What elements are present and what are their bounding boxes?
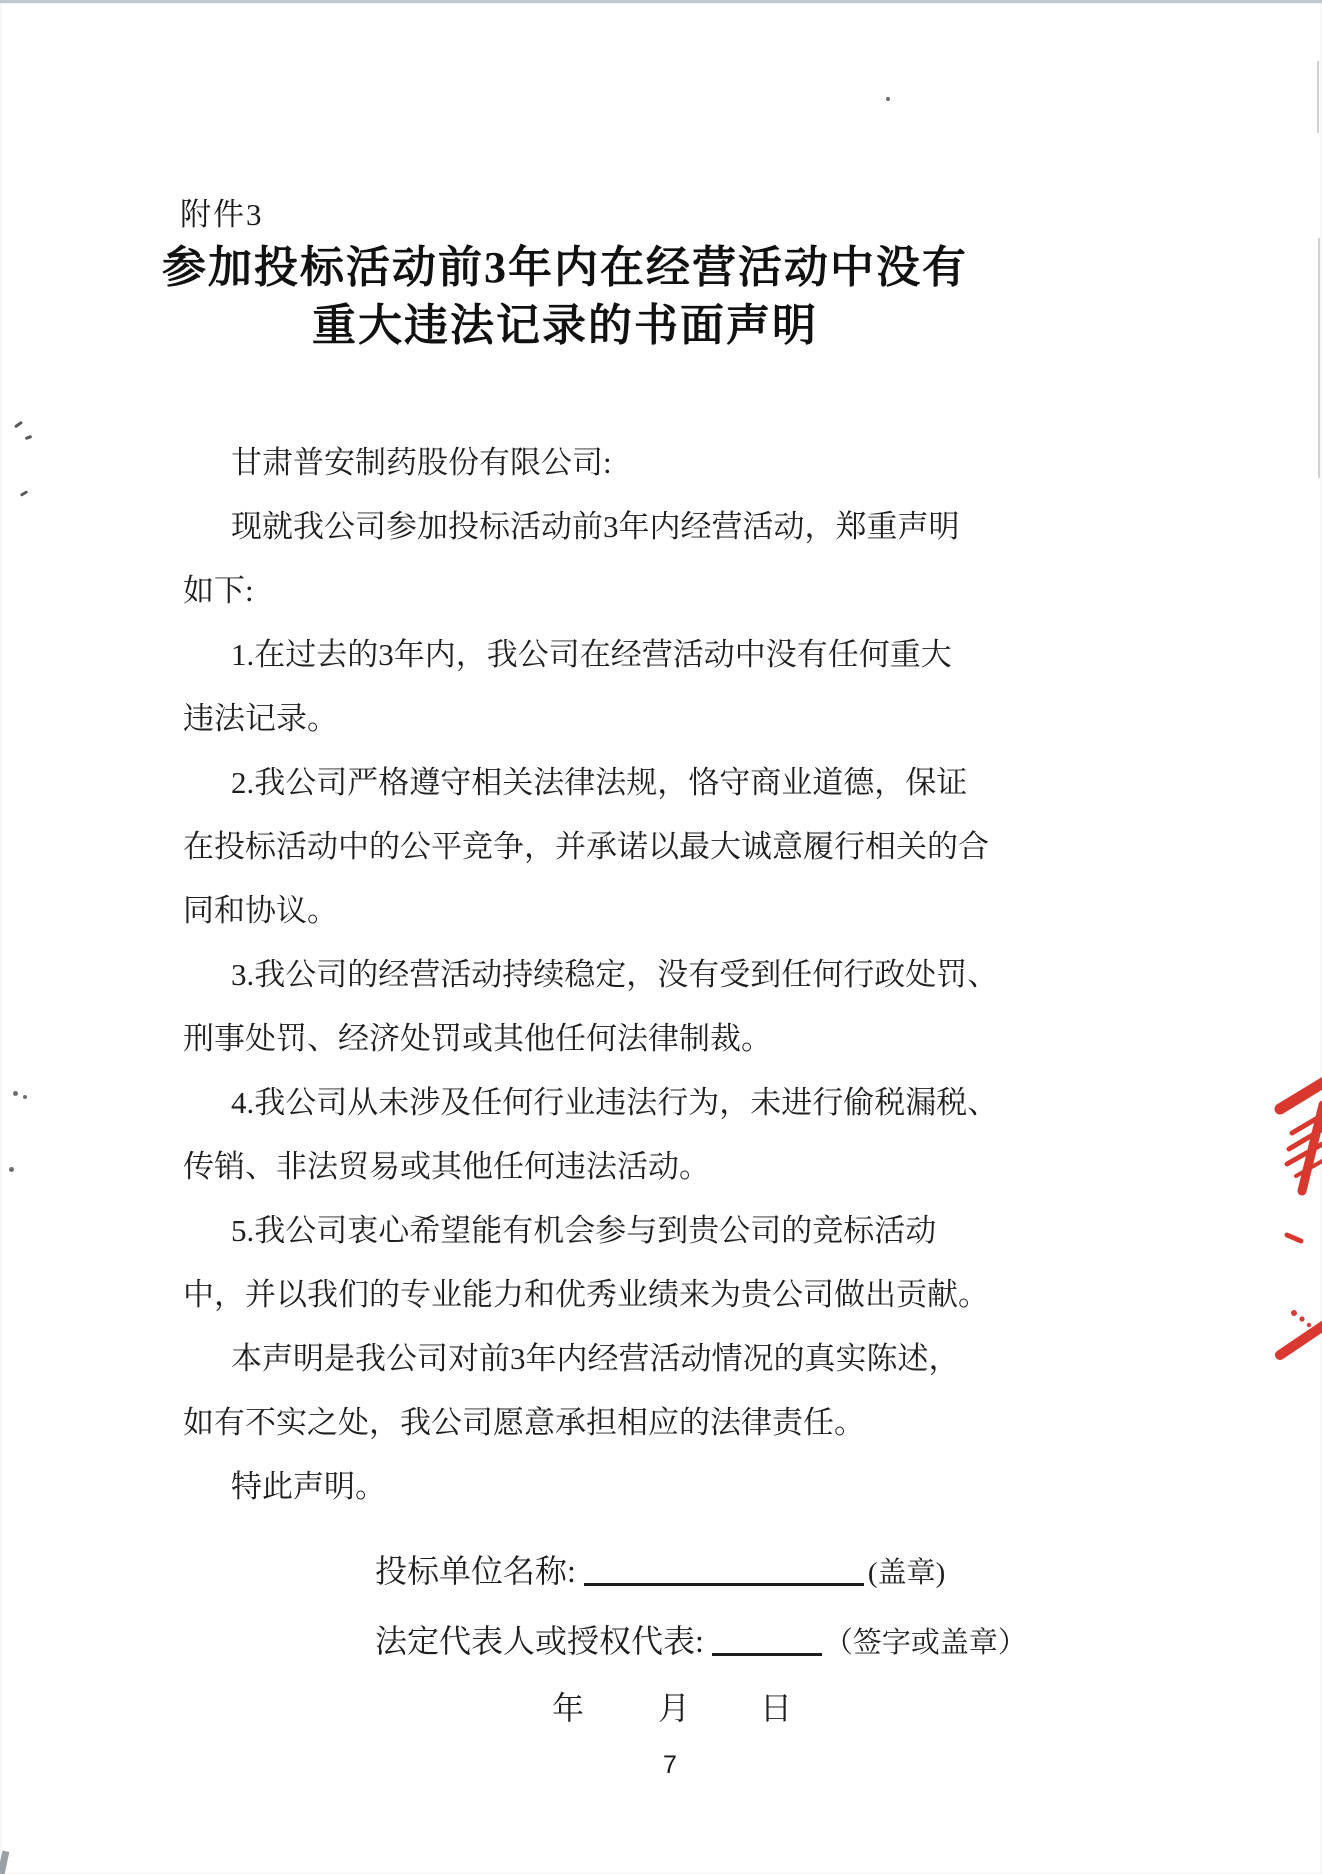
body-line: 现就我公司参加投标活动前3年内经营活动，郑重声明: [231, 509, 960, 544]
bidder-name-row: [375, 1546, 1015, 1616]
date-day-label: 日: [760, 1690, 793, 1726]
bidder-name-blank[interactable]: [584, 1553, 864, 1586]
attachment-label: 附件3: [180, 197, 264, 232]
addressee-line: 甘肃普安制药股份有限公司:: [231, 445, 612, 480]
document-title: [120, 239, 1010, 355]
representative-row: [375, 1616, 1027, 1686]
body-line: 2.我公司严格遵守相关法律法规，恪守商业道德，保证: [231, 765, 968, 800]
red-stamp-fragment: [1260, 1063, 1322, 1363]
representative-seal-note: （签字或盖章）: [823, 1627, 1027, 1659]
body-line: 如下:: [183, 573, 254, 608]
body-line: 传销、非法贸易或其他任何违法活动。: [183, 1149, 710, 1184]
body-line: 刑事处罚、经济处罚或其他任何法律制裁。: [183, 1021, 772, 1056]
date-year-label: 年: [552, 1690, 585, 1726]
closing-line: 特此声明。: [231, 1469, 386, 1504]
scan-mark: [20, 490, 28, 497]
title-line-1: 参加投标活动前3年内在经营活动中没有: [162, 243, 968, 292]
declaration-body: [183, 431, 999, 1519]
body-line: 同和协议。: [183, 893, 338, 928]
scan-mark: [25, 435, 33, 440]
title-line-2: 重大违法记录的书面声明: [312, 301, 818, 350]
body-line: 5.我公司衷心希望能有机会参与到贵公司的竞标活动: [231, 1213, 937, 1248]
bidder-name-label: 投标单位名称:: [375, 1553, 576, 1589]
body-line: 1.在过去的3年内，我公司在经营活动中没有任何重大: [231, 637, 952, 672]
body-line: 4.我公司从未涉及任何行业违法行为，未进行偷税漏税、: [231, 1085, 999, 1120]
scan-corner-mark: [0, 1851, 9, 1874]
scan-edge-line: [1318, 238, 1320, 478]
representative-label: 法定代表人或授权代表:: [375, 1623, 704, 1659]
page-number: 7: [663, 1751, 677, 1779]
representative-blank[interactable]: [712, 1623, 822, 1656]
scan-mark: [14, 421, 23, 429]
scan-speck: [9, 1167, 14, 1172]
body-line: 3.我公司的经营活动持续稳定，没有受到任何行政处罚、: [231, 957, 999, 992]
bidder-seal-note: (盖章): [867, 1557, 946, 1589]
signature-block: [375, 1546, 1027, 1686]
body-line: 违法记录。: [183, 701, 338, 736]
body-line: 中，并以我们的专业能力和优秀业绩来为贵公司做出贡献。: [183, 1277, 989, 1312]
scan-edge-line: [1317, 61, 1319, 133]
scan-speck: [13, 1091, 18, 1096]
body-line: 本声明是我公司对前3年内经营活动情况的真实陈述，: [231, 1341, 960, 1376]
body-line: 如有不实之处，我公司愿意承担相应的法律责任。: [183, 1405, 865, 1440]
scan-speck: [886, 97, 890, 101]
scan-speck: [23, 1095, 27, 1099]
date-line: [552, 1683, 792, 1729]
body-line: 在投标活动中的公平竞争，并承诺以最大诚意履行相关的合: [183, 829, 989, 864]
date-month-label: 月: [658, 1690, 691, 1726]
